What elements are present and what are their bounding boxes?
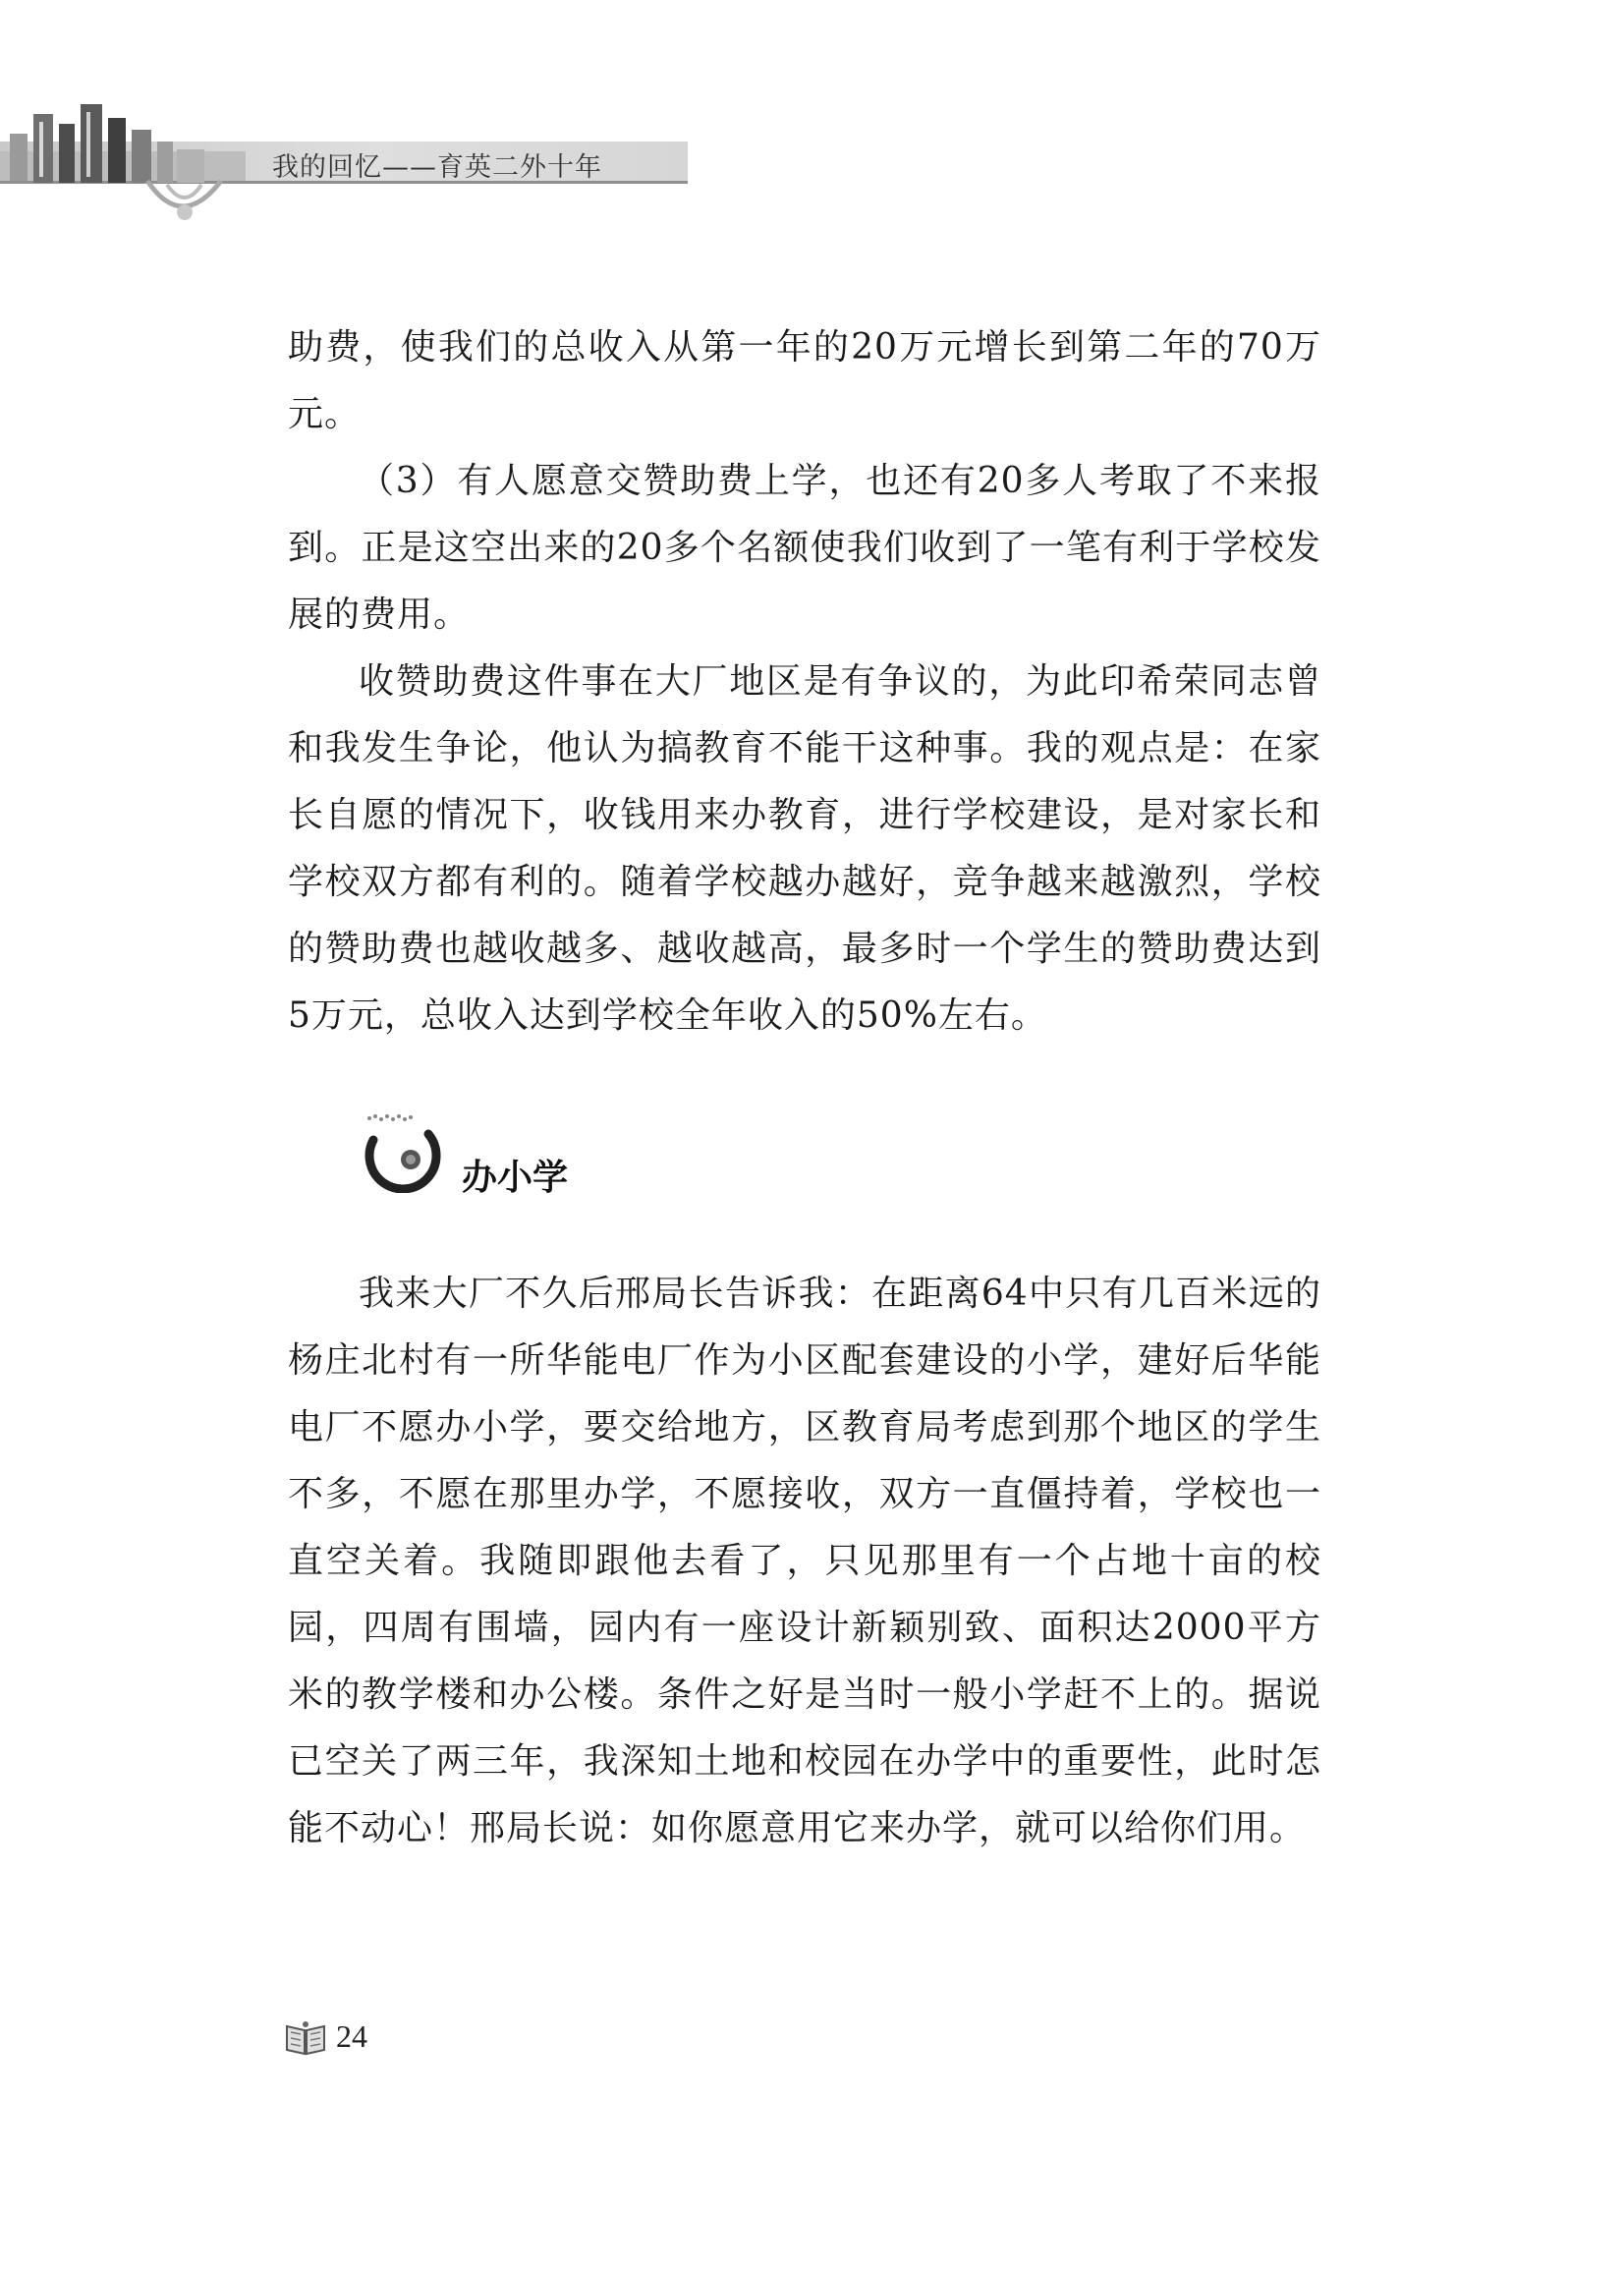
paragraph-continued: 助费，使我们的总收入从第一年的20万元增长到第二年的70万元。 <box>288 327 1321 434</box>
skyline-logo-icon <box>0 94 246 232</box>
running-header <box>0 0 1624 236</box>
body-text-bottom <box>288 1261 1321 1862</box>
section-heading <box>364 1110 756 1199</box>
body-text-top <box>288 314 1321 1050</box>
book-icon <box>285 2020 326 2058</box>
running-header-title: 我的回忆——育英二外十年 <box>272 152 602 183</box>
paragraph: 收赞助费这件事在大厂地区是有争议的，为此印希荣同志曾和我发生争论，他认为搞教育不能干这种事。我的观点是：在家长自愿的情况下，收钱用来办教育，进行学校建设，是对家长和学校双方都有利的。随着学校越办越好，竞争越来越激烈，学校的赞助费也越收越多、越收越高，最多时一个学生的赞助费达到5万元，总收入达到学校全年收入的50%左右。 <box>288 661 1321 1036</box>
paragraph: （3）有人愿意交赞助费上学，也还有20多人考取了不来报到。正是这空出来的20多个名额使我们收到了一笔有利于学校发展的费用。 <box>288 461 1321 635</box>
page-footer <box>285 2015 580 2073</box>
section-title: 办小学 <box>462 1158 569 1198</box>
paragraph: 我来大厂不久后邢局长告诉我：在距离64中只有几百米远的杨庄北村有一所华能电厂作为小区配套建设的小学，建好后华能电厂不愿办小学，要交给地方，区教育局考虑到那个地区的学生不多，不愿在那里办学，不愿接收，双方一直僵持着，学校也一直空关着。我随即跟他去看了，只见那里有一个占地十亩的校园，四周有围墙，园内有一座设计新颖别致、面积达2000平方米的教学楼和办公楼。条件之好是当时一般小学赶不上的。据说已空关了两三年，我深知土地和校园在办学中的重要性，此时怎能不动心！邢局长说：如你愿意用它来办学，就可以给你们用。 <box>288 1274 1321 1848</box>
page-number: 24 <box>336 2018 367 2054</box>
section-swirl-icon <box>364 1110 446 1193</box>
